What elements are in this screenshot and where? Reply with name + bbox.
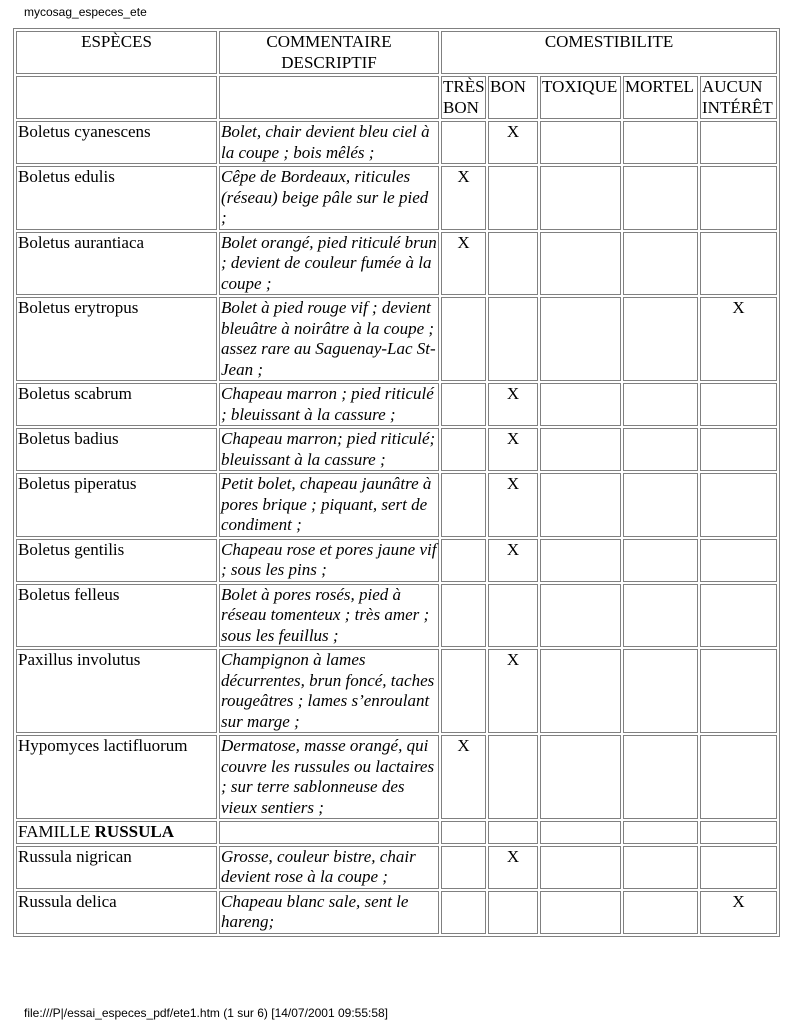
species-name: Boletus edulis	[16, 166, 217, 230]
edibility-mark	[700, 121, 777, 164]
edibility-mark	[700, 735, 777, 819]
species-name: Boletus scabrum	[16, 383, 217, 426]
edibility-mark	[540, 846, 621, 889]
table-row	[16, 473, 777, 537]
species-name: Boletus cyanescens	[16, 121, 217, 164]
edibility-mark: X	[488, 121, 538, 164]
edibility-mark	[441, 584, 486, 648]
edibility-mark	[441, 891, 486, 934]
species-name: Russula nigrican	[16, 846, 217, 889]
header-row-2	[16, 76, 777, 119]
edibility-mark: X	[488, 473, 538, 537]
edibility-mark	[623, 166, 698, 230]
species-name: Boletus felleus	[16, 584, 217, 648]
species-name: Boletus badius	[16, 428, 217, 471]
header-row-1	[16, 31, 777, 74]
table-row	[16, 846, 777, 889]
header-commentaire: COMMENTAIRE DESCRIPTIF	[219, 31, 439, 74]
edibility-mark	[700, 232, 777, 296]
edibility-mark	[540, 649, 621, 733]
edibility-mark	[623, 232, 698, 296]
species-name: Paxillus involutus	[16, 649, 217, 733]
edibility-mark	[488, 735, 538, 819]
header-toxique: TOXIQUE	[540, 76, 621, 119]
species-comment: Bolet orangé, pied riticulé brun ; devient de couleur fumée à la coupe ;	[219, 232, 439, 296]
header-bon: BON	[488, 76, 538, 119]
edibility-mark	[700, 649, 777, 733]
edibility-mark	[540, 539, 621, 582]
edibility-mark: X	[488, 649, 538, 733]
species-comment: Chapeau marron ; pied riticulé ; bleuissant à la cassure ;	[219, 383, 439, 426]
family-cell	[16, 821, 217, 844]
table-row	[16, 383, 777, 426]
edibility-mark	[700, 428, 777, 471]
edibility-mark	[623, 735, 698, 819]
family-name: RUSSULA	[94, 822, 175, 841]
species-name: Russula delica	[16, 891, 217, 934]
species-comment: Cêpe de Bordeaux, riticules (réseau) beige pâle sur le pied ;	[219, 166, 439, 230]
edibility-mark	[700, 846, 777, 889]
edibility-mark	[540, 473, 621, 537]
table-row	[16, 121, 777, 164]
species-name: Boletus erytropus	[16, 297, 217, 381]
empty-cell	[441, 821, 486, 844]
header-especes: ESPÈCES	[16, 31, 217, 74]
header-empty-cell	[219, 76, 439, 119]
edibility-mark	[540, 891, 621, 934]
edibility-mark	[623, 383, 698, 426]
page-header: mycosag_especes_ete	[24, 5, 147, 19]
species-comment: Petit bolet, chapeau jaunâtre à pores brique ; piquant, sert de condiment ;	[219, 473, 439, 537]
header-aucun-interet: AUCUN INTÉRÊT	[700, 76, 777, 119]
edibility-mark	[623, 539, 698, 582]
edibility-mark: X	[700, 297, 777, 381]
species-comment: Bolet, chair devient bleu ciel à la coupe ; bois mêlés ;	[219, 121, 439, 164]
edibility-mark	[623, 846, 698, 889]
edibility-mark	[441, 846, 486, 889]
species-name: Boletus aurantiaca	[16, 232, 217, 296]
table-row	[16, 166, 777, 230]
edibility-mark: X	[441, 735, 486, 819]
edibility-mark	[540, 297, 621, 381]
species-comment: Chapeau rose et pores jaune vif ; sous les pins ;	[219, 539, 439, 582]
empty-cell	[700, 821, 777, 844]
edibility-mark	[623, 297, 698, 381]
edibility-mark	[540, 584, 621, 648]
species-comment: Chapeau blanc sale, sent le hareng;	[219, 891, 439, 934]
table-row	[16, 297, 777, 381]
edibility-mark	[488, 166, 538, 230]
empty-cell	[540, 821, 621, 844]
edibility-mark	[441, 297, 486, 381]
species-comment: Chapeau marron; pied riticulé; bleuissant à la cassure ;	[219, 428, 439, 471]
edibility-mark	[623, 584, 698, 648]
edibility-mark	[623, 891, 698, 934]
edibility-mark: X	[441, 232, 486, 296]
edibility-mark: X	[441, 166, 486, 230]
species-comment: Bolet à pores rosés, pied à réseau tomenteux ; très amer ; sous les feuillus ;	[219, 584, 439, 648]
edibility-mark	[441, 383, 486, 426]
species-comment: Grosse, couleur bistre, chair devient rose à la coupe ;	[219, 846, 439, 889]
edibility-mark	[540, 121, 621, 164]
species-comment: Champignon à lames décurrentes, brun foncé, taches rougeâtres ; lames s’enroulant sur marge ;	[219, 649, 439, 733]
species-table	[13, 28, 780, 937]
family-prefix: FAMILLE	[18, 822, 95, 841]
page-footer: file:///P|/essai_especes_pdf/ete1.htm (1 sur 6) [14/07/2001 09:55:58]	[24, 1006, 389, 1020]
edibility-mark	[488, 232, 538, 296]
edibility-mark	[700, 539, 777, 582]
table-row	[16, 649, 777, 733]
edibility-mark	[441, 649, 486, 733]
header-mortel: MORTEL	[623, 76, 698, 119]
edibility-mark	[540, 166, 621, 230]
edibility-mark	[488, 891, 538, 934]
edibility-mark	[540, 735, 621, 819]
table-row	[16, 891, 777, 934]
edibility-mark	[441, 473, 486, 537]
header-comestibilite: COMESTIBILITE	[441, 31, 777, 74]
edibility-mark	[623, 649, 698, 733]
header-tres-bon: TRÈS BON	[441, 76, 486, 119]
edibility-mark	[700, 383, 777, 426]
edibility-mark	[540, 383, 621, 426]
species-comment: Dermatose, masse orangé, qui couvre les russules ou lactaires ; sur terre sablonneuse des vieux sentiers ;	[219, 735, 439, 819]
edibility-mark	[441, 428, 486, 471]
edibility-mark	[540, 428, 621, 471]
edibility-mark: X	[700, 891, 777, 934]
edibility-mark	[540, 232, 621, 296]
edibility-mark: X	[488, 383, 538, 426]
edibility-mark	[488, 584, 538, 648]
header-empty-cell	[16, 76, 217, 119]
edibility-mark: X	[488, 428, 538, 471]
empty-cell	[219, 821, 439, 844]
table-row	[16, 735, 777, 819]
empty-cell	[488, 821, 538, 844]
edibility-mark	[700, 584, 777, 648]
edibility-mark	[441, 539, 486, 582]
table-row	[16, 584, 777, 648]
edibility-mark	[700, 166, 777, 230]
table-row	[16, 539, 777, 582]
species-name: Boletus gentilis	[16, 539, 217, 582]
edibility-mark: X	[488, 539, 538, 582]
edibility-mark	[441, 121, 486, 164]
edibility-mark	[623, 428, 698, 471]
species-name: Hypomyces lactifluorum	[16, 735, 217, 819]
edibility-mark	[700, 473, 777, 537]
table-row	[16, 428, 777, 471]
edibility-mark	[623, 121, 698, 164]
family-row	[16, 821, 777, 844]
species-comment: Bolet à pied rouge vif ; devient bleuâtre à noirâtre à la coupe ; assez rare au Saguenay-Lac St-Jean ;	[219, 297, 439, 381]
table-row	[16, 232, 777, 296]
edibility-mark	[488, 297, 538, 381]
edibility-mark	[623, 473, 698, 537]
empty-cell	[623, 821, 698, 844]
edibility-mark: X	[488, 846, 538, 889]
species-name: Boletus piperatus	[16, 473, 217, 537]
